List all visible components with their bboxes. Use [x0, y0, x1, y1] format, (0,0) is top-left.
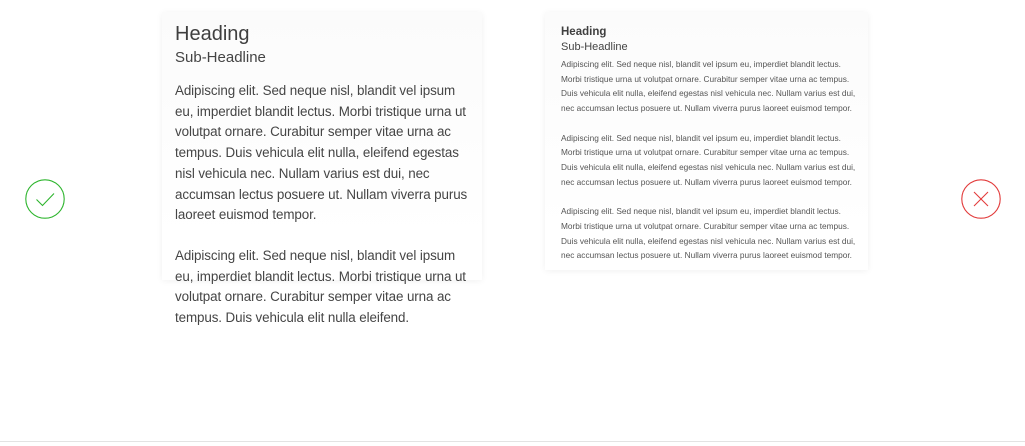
divider — [0, 441, 1025, 442]
check-circle-icon — [25, 179, 65, 219]
bad-example-subheading: Sub-Headline — [561, 41, 628, 53]
bad-example-text — [561, 26, 861, 263]
good-example-paragraph: Adipiscing elit. Sed neque nisl, blandit vel ipsum eu, imperdiet blandit lectus. Morbi tristique urna ut volutpat ornare. Curabitur semper vitae urna ac tempus. Duis vehicula elit nulla, eleifend egestas nisl vehicula nec. Nullam varius est dui, nec accumsan lectus posuere ut. Nullam viverra purus laoreet euismod tempor. — [175, 83, 468, 223]
good-example-text — [175, 22, 475, 329]
bad-example-paragraph: Adipiscing elit. Sed neque nisl, blandit vel ipsum eu, imperdiet blandit lectus. Morbi tristique urna ut volutpat ornare. Curabitur semper vitae urna ac tempus. Duis vehicula elit nulla, eleifend egestas nisl vehicula nec. Nullam varius est dui, nec accumsan lectus posuere ut. Nullam viverra purus laoreet euismod tempor. — [561, 132, 856, 187]
good-example-subheading: Sub-Headline — [175, 49, 266, 66]
good-example-paragraph: Adipiscing elit. Sed neque nisl, blandit vel ipsum eu, imperdiet blandit lectus. Morbi tristique urna ut volutpat ornare. Curabitur semper vitae urna ac tempus. Duis vehicula elit nulla eleifend. — [175, 247, 466, 326]
bad-example-paragraph: Adipiscing elit. Sed neque nisl, blandit vel ipsum eu, imperdiet blandit lectus. Morbi tristique urna ut volutpat ornare. Curabitur semper vitae urna ac tempus. Duis vehicula elit nulla, eleifend egestas nisl vehicula nec. Nullam varius est dui, nec accumsan lectus posuere ut. Nullam viverra purus laoreet euismod tempor. — [561, 59, 856, 114]
good-example-heading: Heading — [175, 23, 250, 45]
bad-example-paragraph: Adipiscing elit. Sed neque nisl, blandit vel ipsum eu, imperdiet blandit lectus. Morbi tristique urna ut volutpat ornare. Curabitur semper vitae urna ac tempus. Duis vehicula elit nulla, eleifend egestas nisl vehicula nec. Nullam varius est dui, nec accumsan lectus posuere ut. Nullam viverra purus laoreet euismod tempor. — [561, 206, 856, 261]
x-circle-icon — [961, 179, 1001, 219]
bad-example-heading: Heading — [561, 26, 607, 38]
